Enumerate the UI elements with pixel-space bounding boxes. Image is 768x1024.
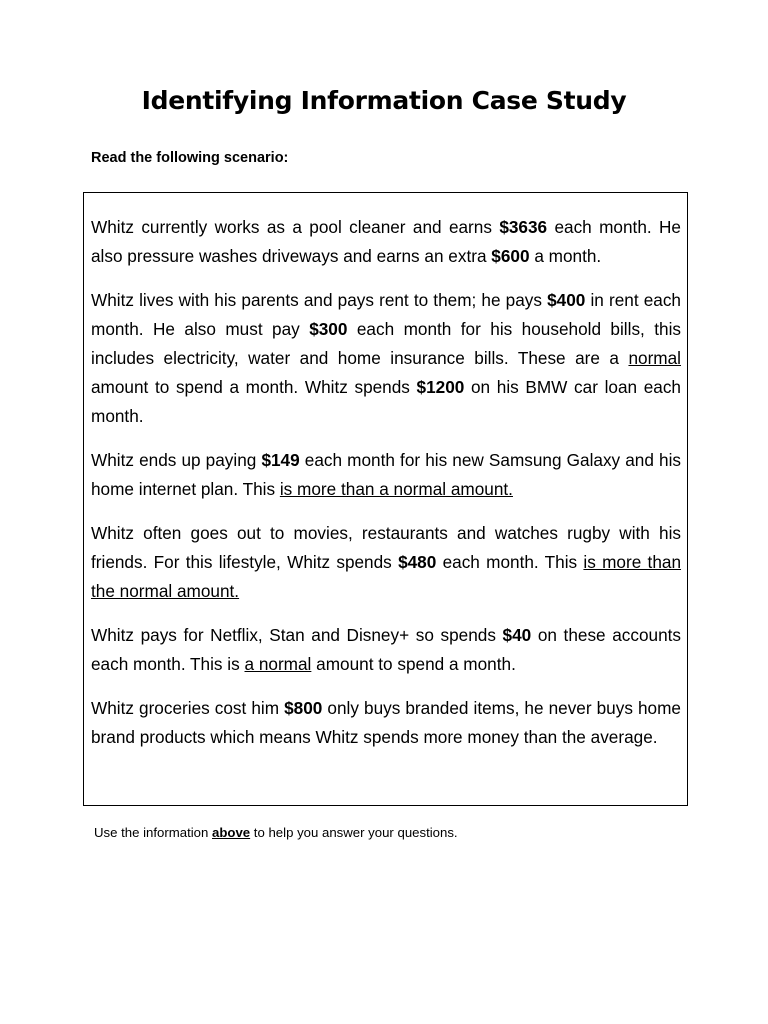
footer-emphasis: above [212, 825, 251, 840]
underlined-text: normal [628, 348, 681, 368]
text-run: in rent each month. He also must pay [91, 290, 681, 339]
amount: $800 [284, 698, 323, 718]
scenario-paragraph [91, 213, 681, 271]
scenario-paragraph [91, 519, 681, 606]
text-run: Whitz often goes out to movies, restaurants and watches rugby with his friends. For this lifestyle, Whitz spends [91, 523, 681, 572]
amount: $1200 [416, 377, 465, 397]
amount: $3636 [499, 217, 548, 237]
text-run: each month for his household bills, this includes electricity, water and home insurance bills. These are a [91, 319, 681, 368]
amount: $480 [398, 552, 437, 572]
text-run: amount to spend a month. [311, 654, 516, 674]
scenario-paragraph [91, 694, 681, 752]
text-run: each month. This [436, 552, 584, 572]
text-run: on his BMW car loan each month. [91, 377, 681, 426]
text-run: only buys branded items, he never buys home brand products which means Whitz spends more money than the average. [91, 698, 681, 747]
scenario-box [83, 192, 688, 806]
document-title: Identifying Information Case Study [141, 86, 627, 115]
text-run: Whitz currently works as a pool cleaner and earns [91, 217, 500, 237]
underlined-text: is more than the normal amount. [91, 552, 682, 601]
text-run: Whitz ends up paying [91, 450, 262, 470]
footer-text: to help you answer your questions. [250, 825, 458, 840]
scenario-paragraph [91, 621, 681, 679]
underlined-text: a normal [244, 654, 312, 674]
scenario-paragraph [91, 286, 681, 431]
underlined-text: is more than a normal amount. [279, 479, 513, 499]
text-run: each month for his new Samsung Galaxy and his home internet plan. This [91, 450, 681, 499]
text-run: amount to spend a month. Whitz spends [91, 377, 417, 397]
text-run: a month. [529, 246, 602, 266]
amount: $149 [261, 450, 300, 470]
text-run: Whitz pays for Netflix, Stan and Disney+ so spends [91, 625, 503, 645]
amount: $400 [547, 290, 586, 310]
footer-text: Use the information [94, 825, 213, 840]
text-run: on these accounts each month. This is [91, 625, 681, 674]
scenario-paragraph [91, 446, 681, 504]
amount: $40 [502, 625, 532, 645]
text-run: Whitz groceries cost him [91, 698, 285, 718]
text-run: each month. He also pressure washes driveways and earns an extra [91, 217, 681, 266]
amount: $300 [309, 319, 348, 339]
scenario-intro: Read the following scenario: [91, 150, 289, 166]
text-run: Whitz lives with his parents and pays rent to them; he pays [91, 290, 548, 310]
footer-note [94, 825, 458, 840]
amount: $600 [491, 246, 530, 266]
